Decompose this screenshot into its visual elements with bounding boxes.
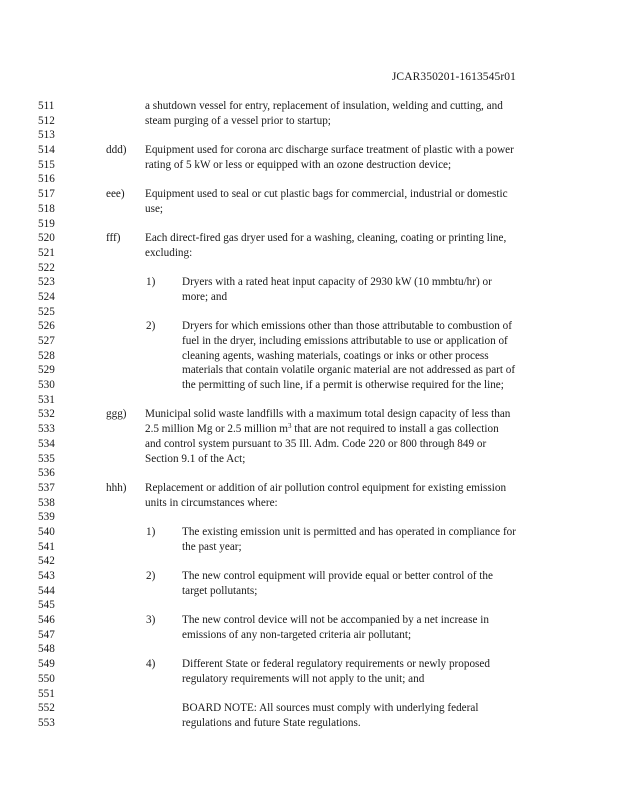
line-number: 539: [38, 511, 55, 524]
document-line: [0, 525, 618, 540]
line-text: Equipment used for corona arc discharge surface treatment of plastic with a power: [145, 144, 514, 157]
document-line: [0, 569, 618, 584]
line-text: Replacement or addition of air pollution control equipment for existing emission: [145, 481, 507, 494]
item-label: ggg): [106, 408, 127, 421]
document-body: [0, 99, 618, 731]
line-text-part: that are not required to install a gas collection: [291, 423, 499, 436]
document-line: [0, 452, 618, 467]
document-line: [0, 628, 618, 643]
document-line: [0, 99, 618, 114]
line-text: [145, 422, 499, 437]
line-number: 544: [38, 584, 55, 597]
item-label: ddd): [106, 144, 127, 157]
line-text: units in circumstances where:: [145, 496, 278, 509]
document-line: [0, 672, 618, 687]
document-line: [0, 202, 618, 217]
line-text: rating of 5 kW or less or equipped with an ozone destruction device;: [145, 158, 452, 171]
line-text: a shutdown vessel for entry, replacement of insulation, welding and cutting, and: [145, 100, 503, 112]
subitem-text: emissions of any non-targeted criteria air pollutant;: [182, 628, 412, 641]
line-text: and control system pursuant to 35 Ill. Adm. Code 220 or 800 through 849 or: [145, 437, 487, 450]
subitem-label: 4): [146, 658, 156, 671]
document-line: [0, 143, 618, 158]
superscript: 3: [287, 422, 292, 431]
line-text: excluding:: [145, 246, 193, 259]
document-line: [0, 217, 618, 232]
document-id-header: JCAR350201-1613545r01: [391, 71, 516, 83]
line-number: 537: [38, 481, 55, 494]
line-number: 535: [38, 452, 55, 465]
line-number: 536: [38, 467, 55, 480]
line-number: 532: [38, 408, 55, 421]
subitem-label: 2): [146, 320, 156, 333]
line-number: 527: [38, 335, 55, 347]
subitem-text: BOARD NOTE: All sources must comply with underlying federal: [182, 702, 479, 715]
subitem-text: Different State or federal regulatory requirements or newly proposed: [182, 658, 490, 671]
subitem-text: materials that contain volatile organic material are not addressed as part of: [182, 364, 516, 377]
subitem-label: 1): [146, 276, 156, 289]
document-line: [0, 584, 618, 599]
line-number: 551: [38, 687, 55, 700]
line-text: Section 9.1 of the Act;: [145, 452, 246, 465]
document-line: [0, 407, 618, 422]
line-number: 545: [38, 599, 55, 612]
line-text: use;: [145, 202, 164, 215]
document-line: [0, 378, 618, 393]
line-number: 529: [38, 364, 55, 377]
subitem-label: 1): [146, 525, 156, 538]
document-line: [0, 466, 618, 481]
line-number: 548: [38, 643, 55, 656]
document-line: [0, 261, 618, 276]
line-number: 531: [38, 393, 55, 406]
line-text: Municipal solid waste landfills with a maximum total design capacity of less than: [145, 408, 511, 421]
subitem-text: regulatory requirements will not apply to the unit; and: [182, 672, 425, 685]
line-text: steam purging of a vessel prior to startup;: [145, 114, 331, 127]
document-line: [0, 275, 618, 290]
line-number: 512: [38, 114, 55, 127]
subitem-text: Dryers for which emissions other than those attributable to combustion of: [182, 320, 512, 333]
document-line: [0, 363, 618, 378]
document-line: [0, 422, 618, 437]
document-line: [0, 510, 618, 525]
item-label: fff): [106, 232, 121, 245]
document-line: [0, 687, 618, 702]
document-line: [0, 334, 618, 349]
document-line: [0, 540, 618, 555]
subitem-label: 2): [146, 570, 156, 582]
document-line: [0, 393, 618, 408]
line-number: 547: [38, 628, 55, 641]
subitem-text: The new control equipment will provide equal or better control of the: [182, 570, 493, 582]
document-line: [0, 701, 618, 716]
subitem-text: the past year;: [182, 540, 242, 553]
subitem-text: regulations and future State regulations.: [182, 716, 361, 729]
subitem-text: The new control device will not be accompanied by a net increase in: [182, 614, 489, 627]
line-number: 518: [38, 202, 55, 215]
line-number: 520: [38, 232, 55, 245]
document-line: [0, 128, 618, 143]
document-line: [0, 496, 618, 511]
document-line: [0, 290, 618, 305]
subitem-text: fuel in the dryer, including emissions attributable to use or application of: [182, 335, 508, 347]
document-line: [0, 231, 618, 246]
line-number: 534: [38, 437, 55, 450]
document-line: [0, 114, 618, 129]
document-line: [0, 305, 618, 320]
line-number: 526: [38, 320, 55, 333]
line-number: 552: [38, 702, 55, 715]
line-number: 523: [38, 276, 55, 289]
line-number: 521: [38, 246, 55, 259]
line-number: 517: [38, 188, 55, 201]
line-number: 524: [38, 290, 55, 303]
line-number: 515: [38, 158, 55, 171]
line-number: 538: [38, 496, 55, 509]
line-number: 522: [38, 261, 55, 274]
line-text: Equipment used to seal or cut plastic bags for commercial, industrial or domestic: [145, 188, 508, 201]
line-number: 543: [38, 570, 55, 582]
line-number: 513: [38, 129, 55, 142]
line-number: 540: [38, 525, 55, 538]
document-line: [0, 613, 618, 628]
line-number: 550: [38, 672, 55, 685]
subitem-label: 3): [146, 614, 156, 627]
document-line: [0, 437, 618, 452]
line-number: 546: [38, 614, 55, 627]
subitem-text: cleaning agents, washing materials, coatings or inks or other process: [182, 349, 489, 362]
document-line: [0, 187, 618, 202]
line-text-part: 2.5 million Mg or 2.5 million m: [145, 423, 288, 436]
line-number: 528: [38, 349, 55, 362]
subitem-text: more; and: [182, 290, 228, 303]
document-line: [0, 657, 618, 672]
subitem-text: the permitting of such line, if a permit is otherwise required for the line;: [182, 379, 504, 392]
line-text: Each direct-fired gas dryer used for a washing, cleaning, coating or printing line,: [145, 232, 507, 245]
item-label: eee): [106, 188, 125, 201]
document-line: [0, 158, 618, 173]
document-line: [0, 716, 618, 731]
document-line: [0, 349, 618, 364]
document-line: [0, 554, 618, 569]
document-line: [0, 598, 618, 613]
line-number: 519: [38, 217, 55, 230]
item-label: hhh): [106, 481, 127, 494]
line-number: 516: [38, 173, 55, 186]
document-line: [0, 319, 618, 334]
line-number: 553: [38, 716, 55, 729]
line-number: 542: [38, 555, 55, 568]
line-number: 525: [38, 305, 55, 318]
line-number: 541: [38, 540, 55, 553]
document-line: [0, 246, 618, 261]
line-number: 511: [38, 100, 55, 112]
document-line: [0, 642, 618, 657]
line-number: 533: [38, 423, 55, 436]
line-number: 530: [38, 379, 55, 392]
document-line: [0, 481, 618, 496]
line-number: 549: [38, 658, 55, 671]
subitem-text: The existing emission unit is permitted and has operated in compliance for: [182, 525, 516, 538]
document-line: [0, 172, 618, 187]
line-number: 514: [38, 144, 55, 157]
subitem-text: Dryers with a rated heat input capacity of 2930 kW (10 mmbtu/hr) or: [182, 276, 492, 289]
subitem-text: target pollutants;: [182, 584, 258, 597]
